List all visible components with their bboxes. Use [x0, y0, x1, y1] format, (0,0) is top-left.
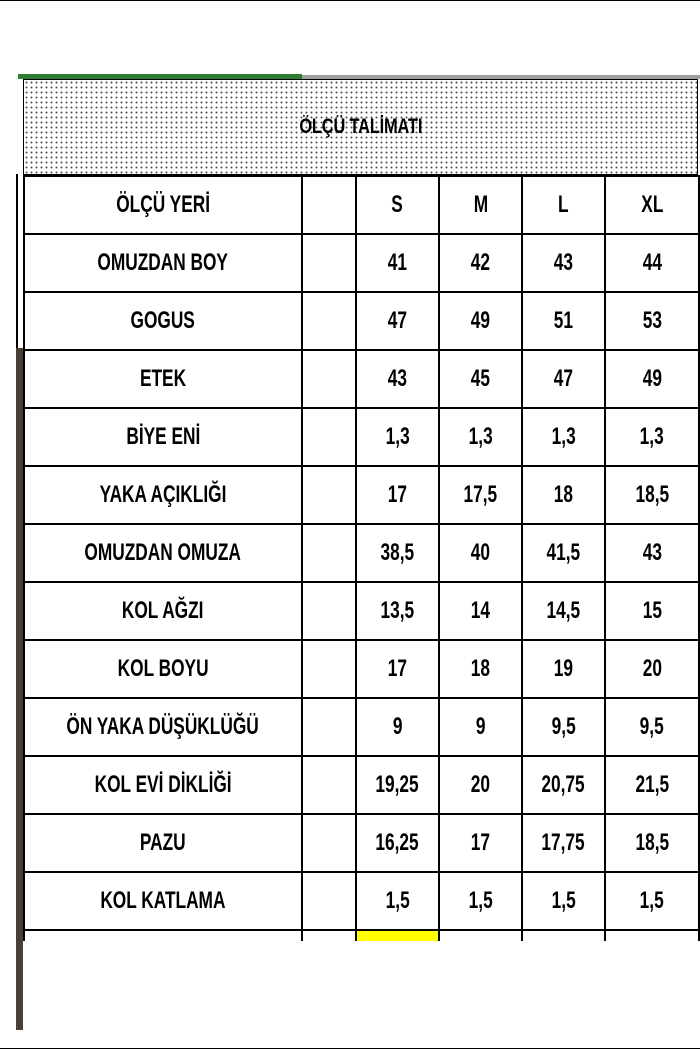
measurement-value: 18	[553, 481, 574, 508]
measurement-value: 17,5	[463, 481, 498, 508]
empty-cell	[522, 930, 605, 941]
measurement-value: 20,75	[541, 771, 586, 798]
empty-cell	[302, 930, 356, 941]
measurement-value: 1,5	[639, 887, 665, 914]
size-table	[23, 175, 700, 941]
measurement-value: 47	[387, 307, 408, 334]
measurement-label: GOGUS	[130, 307, 196, 334]
measurement-label: OMUZDAN BOY	[97, 249, 229, 276]
blank-cell	[302, 466, 356, 524]
measurement-value: 13,5	[380, 597, 415, 624]
value-cell	[605, 582, 699, 640]
blank-cell	[302, 408, 356, 466]
measurement-label: OMUZDAN OMUZA	[84, 539, 242, 566]
size-header-m: M	[473, 191, 488, 218]
measurement-value: 19	[553, 655, 574, 682]
measurement-value: 45	[470, 365, 491, 392]
measurement-value: 43	[642, 539, 662, 566]
measurement-label: ETEK	[139, 365, 187, 392]
measurement-label-cell	[24, 524, 302, 582]
value-cell	[439, 292, 522, 350]
empty-cell	[24, 930, 302, 941]
left-edge-bar	[16, 348, 23, 1030]
measurement-value: 20	[470, 771, 491, 798]
measurement-label-cell	[24, 234, 302, 292]
value-cell	[605, 234, 699, 292]
value-cell	[522, 872, 605, 930]
value-cell	[356, 524, 439, 582]
table-row	[24, 698, 699, 756]
table-row	[24, 350, 699, 408]
measurement-value: 16,25	[375, 829, 420, 856]
measurement-label-cell	[24, 640, 302, 698]
value-cell	[439, 408, 522, 466]
measurement-label-cell	[24, 292, 302, 350]
measurement-value: 1,5	[551, 887, 576, 914]
measurement-value: 49	[470, 307, 491, 334]
measurement-value: 38,5	[380, 539, 415, 566]
value-cell	[605, 640, 699, 698]
value-cell	[356, 234, 439, 292]
value-cell	[605, 350, 699, 408]
value-cell	[522, 582, 605, 640]
measurement-value: 40	[470, 539, 491, 566]
value-cell	[522, 756, 605, 814]
value-cell	[605, 466, 699, 524]
size-header-cell	[356, 176, 439, 234]
value-cell	[439, 640, 522, 698]
blank-cell	[302, 234, 356, 292]
value-cell	[439, 234, 522, 292]
measurement-value: 14,5	[546, 597, 581, 624]
table-row	[24, 872, 699, 930]
measurement-label-cell	[24, 872, 302, 930]
value-cell	[356, 872, 439, 930]
table-row	[24, 524, 699, 582]
bottom-border-line	[0, 1048, 700, 1049]
size-header-s: S	[391, 191, 404, 218]
measurement-value: 53	[642, 307, 662, 334]
measurement-label-cell	[24, 350, 302, 408]
value-cell	[356, 466, 439, 524]
size-header-cell	[522, 176, 605, 234]
header-label: ÖLÇÜ YERİ	[116, 191, 210, 218]
header-label-cell	[24, 176, 302, 234]
measurement-value: 21,5	[635, 771, 669, 798]
measurement-label-cell	[24, 466, 302, 524]
value-cell	[439, 872, 522, 930]
value-cell	[439, 466, 522, 524]
measurement-value: 17	[387, 655, 408, 682]
measurement-value: 49	[642, 365, 662, 392]
measurement-value: 9,5	[639, 713, 665, 740]
measurement-value: 15	[642, 597, 662, 624]
value-cell	[356, 698, 439, 756]
value-cell	[439, 350, 522, 408]
value-cell	[356, 408, 439, 466]
chart-title: ÖLÇÜ TALİMATI	[299, 115, 422, 138]
measurement-value: 51	[553, 307, 574, 334]
measurement-label: BİYE ENİ	[126, 423, 200, 450]
table-row	[24, 582, 699, 640]
value-cell	[356, 814, 439, 872]
value-cell	[356, 756, 439, 814]
measurement-label: ÖN YAKA DÜŞÜKLÜĞÜ	[66, 713, 260, 740]
blank-cell	[302, 814, 356, 872]
measurement-value: 1,3	[468, 423, 493, 450]
value-cell	[605, 292, 699, 350]
measurement-value: 18,5	[635, 481, 669, 508]
value-cell	[439, 756, 522, 814]
measurement-value: 41,5	[546, 539, 581, 566]
measurement-label: KOL AĞZI	[122, 597, 204, 624]
measurement-value: 17,75	[541, 829, 586, 856]
table-row	[24, 292, 699, 350]
blank-cell	[302, 292, 356, 350]
table-row	[24, 640, 699, 698]
blank-cell	[302, 350, 356, 408]
measurement-label-cell	[24, 408, 302, 466]
size-header-xl: XL	[640, 191, 664, 218]
value-cell	[522, 698, 605, 756]
table-row	[24, 466, 699, 524]
measurement-label: KOL BOYU	[117, 655, 209, 682]
measurement-value: 41	[387, 249, 408, 276]
table-row	[24, 234, 699, 292]
measurement-label: YAKA AÇIKLIĞI	[99, 481, 227, 508]
size-header-l: L	[558, 191, 569, 218]
value-cell	[522, 524, 605, 582]
measurement-value: 47	[553, 365, 574, 392]
value-cell	[356, 582, 439, 640]
value-cell	[522, 292, 605, 350]
value-cell	[605, 698, 699, 756]
value-cell	[522, 814, 605, 872]
measurement-label-cell	[24, 814, 302, 872]
empty-cell	[605, 930, 699, 941]
size-header-cell	[605, 176, 699, 234]
measurement-value: 14	[470, 597, 491, 624]
measurement-value: 1,5	[468, 887, 493, 914]
value-cell	[522, 234, 605, 292]
blank-cell	[302, 756, 356, 814]
blank-cell	[302, 698, 356, 756]
title-banner	[23, 79, 698, 175]
measurement-value: 42	[470, 249, 491, 276]
blank-cell	[302, 582, 356, 640]
measurement-value: 20	[642, 655, 662, 682]
value-cell	[605, 524, 699, 582]
measurement-label-cell	[24, 582, 302, 640]
empty-cell	[439, 930, 522, 941]
measurement-value: 1,3	[639, 423, 665, 450]
measurement-label-cell	[24, 698, 302, 756]
measurement-value: 17	[387, 481, 408, 508]
value-cell	[439, 524, 522, 582]
measurement-value: 9,5	[551, 713, 576, 740]
blank-cell	[302, 524, 356, 582]
measurement-value: 43	[553, 249, 574, 276]
value-cell	[439, 698, 522, 756]
measurement-value: 44	[642, 249, 662, 276]
measurement-label: PAZU	[140, 829, 186, 856]
header-row	[24, 176, 699, 234]
size-header-cell	[439, 176, 522, 234]
blank-cell	[302, 872, 356, 930]
measurement-value: 19,25	[375, 771, 420, 798]
left-edge-line	[16, 174, 18, 348]
value-cell	[522, 350, 605, 408]
measurement-value: 17	[470, 829, 491, 856]
top-border-line	[0, 0, 700, 1]
measurement-value: 18	[470, 655, 491, 682]
value-cell	[605, 814, 699, 872]
value-cell	[439, 582, 522, 640]
blank-cell	[302, 176, 356, 234]
measurement-label: KOL EVİ DİKLİĞİ	[94, 771, 232, 798]
table-row	[24, 756, 699, 814]
value-cell	[605, 872, 699, 930]
measurement-label: KOL KATLAMA	[100, 887, 226, 914]
table-row	[24, 408, 699, 466]
measurement-value: 1,3	[551, 423, 576, 450]
value-cell	[522, 466, 605, 524]
measurement-label-cell	[24, 756, 302, 814]
size-chart-sheet	[16, 74, 700, 958]
measurement-value: 1,3	[385, 423, 410, 450]
measurement-value: 18,5	[635, 829, 669, 856]
measurement-value: 9	[392, 713, 403, 740]
measurement-value: 1,5	[385, 887, 410, 914]
table-row	[24, 814, 699, 872]
measurement-value: 9	[475, 713, 486, 740]
empty-row	[24, 930, 699, 941]
value-cell	[356, 350, 439, 408]
value-cell	[605, 408, 699, 466]
value-cell	[356, 292, 439, 350]
value-cell	[356, 640, 439, 698]
highlighted-cell	[356, 930, 439, 941]
value-cell	[605, 756, 699, 814]
value-cell	[439, 814, 522, 872]
value-cell	[522, 640, 605, 698]
measurement-value: 43	[387, 365, 408, 392]
value-cell	[522, 408, 605, 466]
blank-cell	[302, 640, 356, 698]
